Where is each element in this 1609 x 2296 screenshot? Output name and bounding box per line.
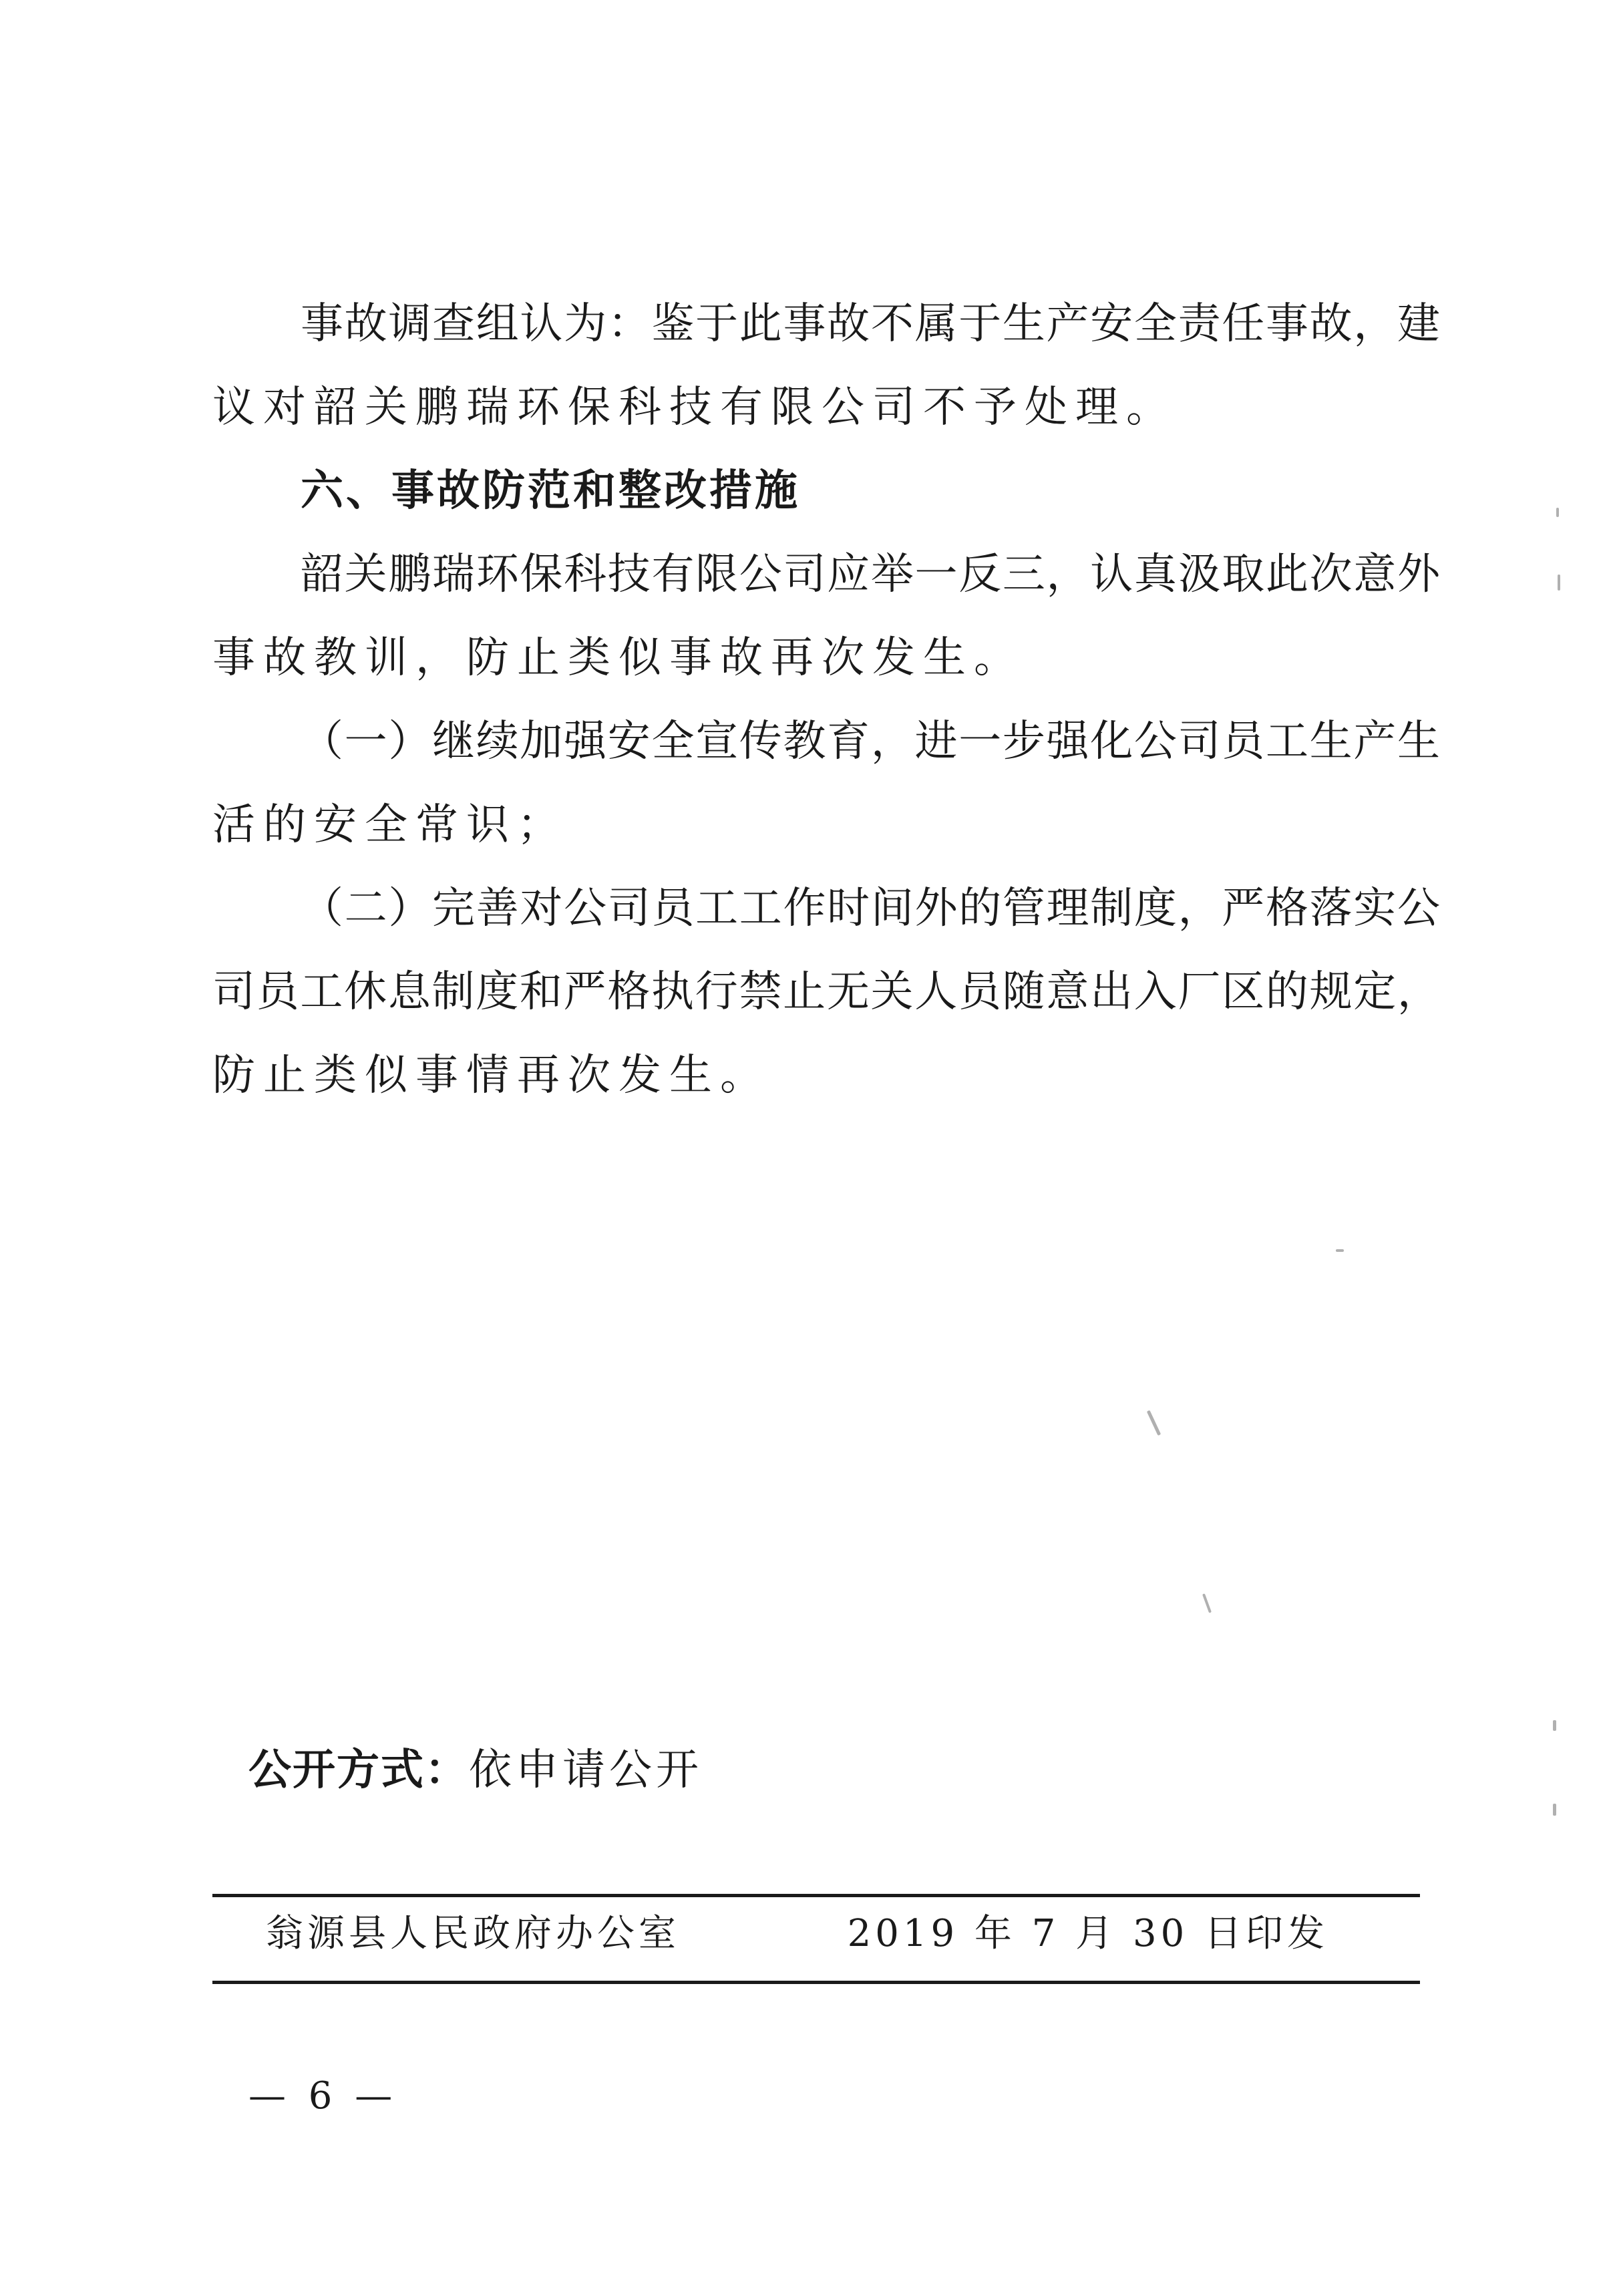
scan-speck <box>1558 575 1560 591</box>
disclosure-line <box>248 1744 703 1797</box>
scan-speck <box>1553 1804 1556 1816</box>
list-item-line: 活的安全常识； <box>212 800 568 850</box>
section-heading: 六、事故防范和整改措施 <box>301 466 800 516</box>
footer-bottom-rule <box>212 1981 1420 1984</box>
paragraph-line: 韶关鹏瑞环保科技有限公司应举一反三，认真汲取此次意外 <box>301 550 1440 599</box>
list-item-line: （一）继续加强安全宣传教育，进一步强化公司员工生产生 <box>301 717 1440 766</box>
scan-speck <box>1556 508 1559 517</box>
disclosure-label: 公开方式： <box>248 1746 469 1795</box>
paragraph-line: 议对韶关鹏瑞环保科技有限公司不予处理。 <box>212 383 1177 432</box>
list-item-line: （二）完善对公司员工工作时间外的管理制度，严格落实公 <box>301 884 1440 933</box>
list-item-line: 防止类似事情再次发生。 <box>212 1051 771 1100</box>
disclosure-value: 依申请公开 <box>469 1746 703 1795</box>
issuer-name: 翁源县人民政府办公室 <box>266 1912 680 1955</box>
footer-top-rule <box>212 1894 1420 1897</box>
scan-speck <box>1336 1249 1344 1252</box>
page-number: — 6 — <box>248 2074 398 2118</box>
paragraph-line: 事故教训，防止类似事故再次发生。 <box>212 633 1025 683</box>
scan-speck <box>1147 1410 1161 1436</box>
paragraph-line: 事故调查组认为：鉴于此事故不属于生产安全责任事故，建 <box>301 299 1440 349</box>
scan-speck <box>1202 1593 1212 1613</box>
issue-date: 2019 年 7 月 30 日印发 <box>847 1912 1328 1955</box>
list-item-line: 司员工休息制度和严格执行禁止无关人员随意出入厂区的规定， <box>212 967 1440 1017</box>
scan-speck <box>1553 1720 1556 1731</box>
